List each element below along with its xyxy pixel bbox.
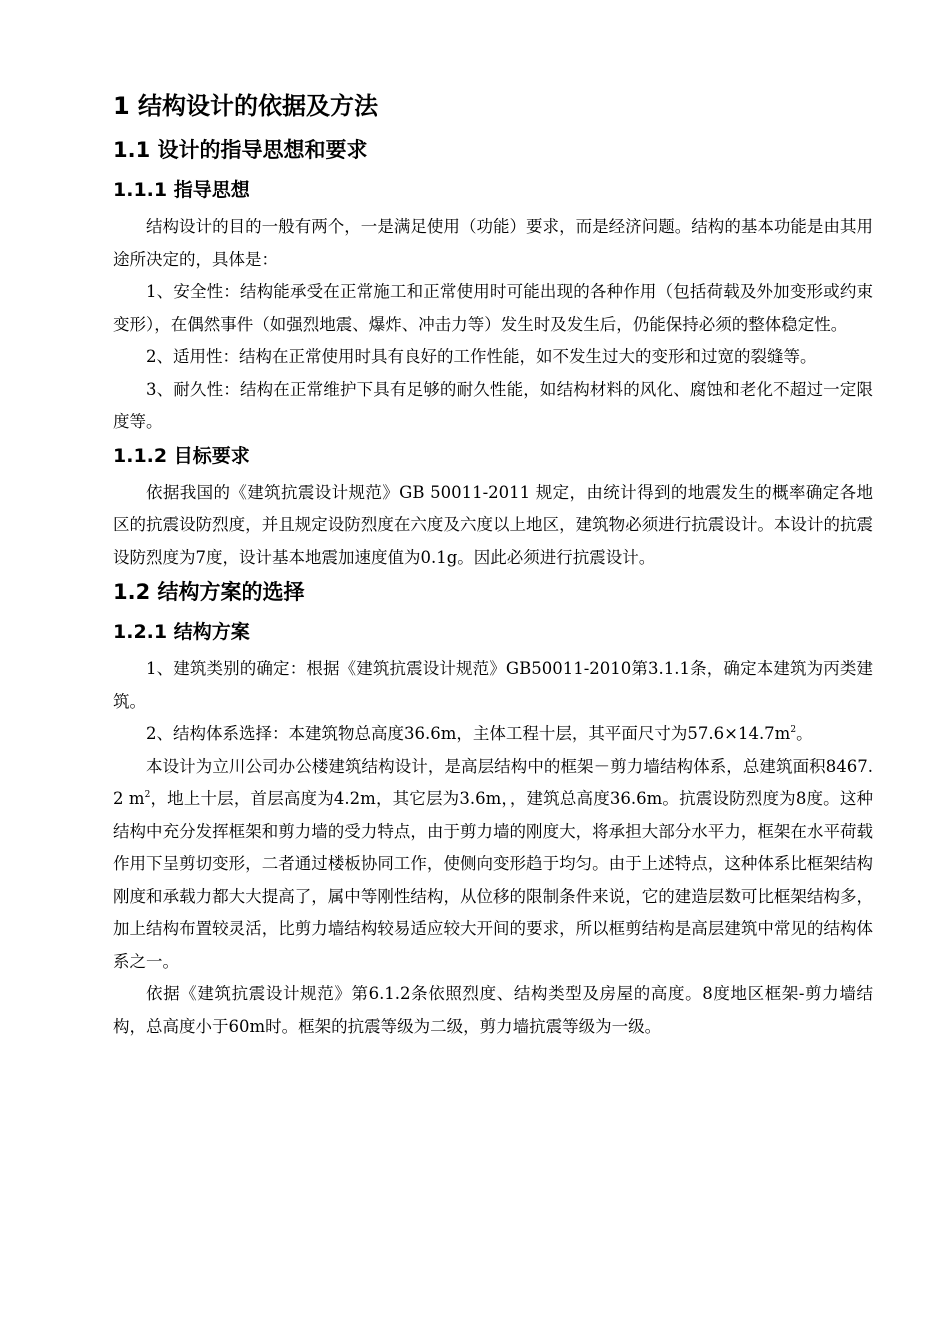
paragraph-target-requirements: 依据我国的《建筑抗震设计规范》GB 50011-2011 规定，由统计得到的地震发生的概率确定各地区的抗震设防烈度，并且规定设防烈度在六度及六度以上地区，建筑物必须进行抗震设计。本设计的抗震设防烈度为7度，设计基本地震加速度值为0.1g。因此必须进行抗震设计。 [113, 482, 873, 567]
paragraph-structural-system [113, 718, 873, 751]
section-1-1-1-title: 1.1.1 指导思想 [113, 179, 250, 201]
frame-shear-wall-text-a: 本设计为立川公司办公楼建筑结构设计，是高层结构中的框架－剪力墙结构体系，总建筑面积8467.2 m [113, 756, 873, 808]
section-1-1-title: 1.1 设计的指导思想和要求 [113, 138, 368, 162]
section-1-title: 1 结构设计的依据及方法 [113, 92, 379, 120]
section-1-1-2-title: 1.1.2 目标要求 [113, 444, 250, 467]
paragraph-building-category: 1、建筑类别的确定：根据《建筑抗震设计规范》GB50011-2010第3.1.1条，确定本建筑为丙类建筑。 [113, 659, 873, 711]
superscript-area: 2 [144, 790, 151, 800]
structural-system-text: 2、结构体系选择：本建筑物总高度36.6m，主体工程十层，其平面尺寸为57.6×14.7m [146, 724, 791, 743]
section-1-2-title: 1.2 结构方案的选择 [113, 580, 305, 604]
superscript-squared: 2 [790, 725, 797, 735]
paragraph-durability: 3、耐久性：结构在正常维护下具有足够的耐久性能，如结构材料的风化、腐蚀和老化不超过一定限度等。 [113, 379, 873, 431]
paragraph-applicability: 2、适用性：结构在正常使用时具有良好的工作性能，如不发生过大的变形和过宽的裂缝等。 [146, 347, 817, 366]
paragraph-design-purpose: 结构设计的目的一般有两个，一是满足使用（功能）要求，而是经济问题。结构的基本功能是由其用途所决定的，具体是： [113, 217, 873, 269]
section-1-2-1-title: 1.2.1 结构方案 [113, 621, 250, 643]
structural-system-end: 。 [796, 724, 813, 743]
frame-shear-wall-text-b: ，地上十层，首层高度为4.2m，其它层为3.6m，，建筑总高度36.6m。抗震设防烈度为8度。这种结构中充分发挥框架和剪力墙的受力特点，由于剪力墙的刚度大，将承担大部分水平力，框架在水平荷载作用下呈剪切变形，二者通过楼板协同工作，使侧向变形趋于均匀。由于上述特点，这种体系比框架结构刚度和承载力都大大提高了，属中等刚性结构，从位移的限制条件来说，它的建造层数可比框架结构多，加上结构布置较灵活，比剪力墙结构较易适应较大开间的要求，所以框剪结构是高层建筑中常见的结构体系之一。 [113, 789, 874, 971]
paragraph-safety: 1、安全性：结构能承受在正常施工和正常使用时可能出现的各种作用（包括荷载及外加变形或约束变形），在偶然事件（如强烈地震、爆炸、冲击力等）发生时及发生后，仍能保持必须的整体稳定性。 [113, 282, 873, 334]
document-page [113, 86, 873, 1043]
paragraph-seismic-grade: 依据《建筑抗震设计规范》第6.1.2条依照烈度、结构类型及房屋的高度。8度地区框架-剪力墙结构，总高度小于60m时。框架的抗震等级为二级，剪力墙抗震等级为一级。 [113, 984, 873, 1036]
paragraph-frame-shear-wall [113, 751, 873, 979]
